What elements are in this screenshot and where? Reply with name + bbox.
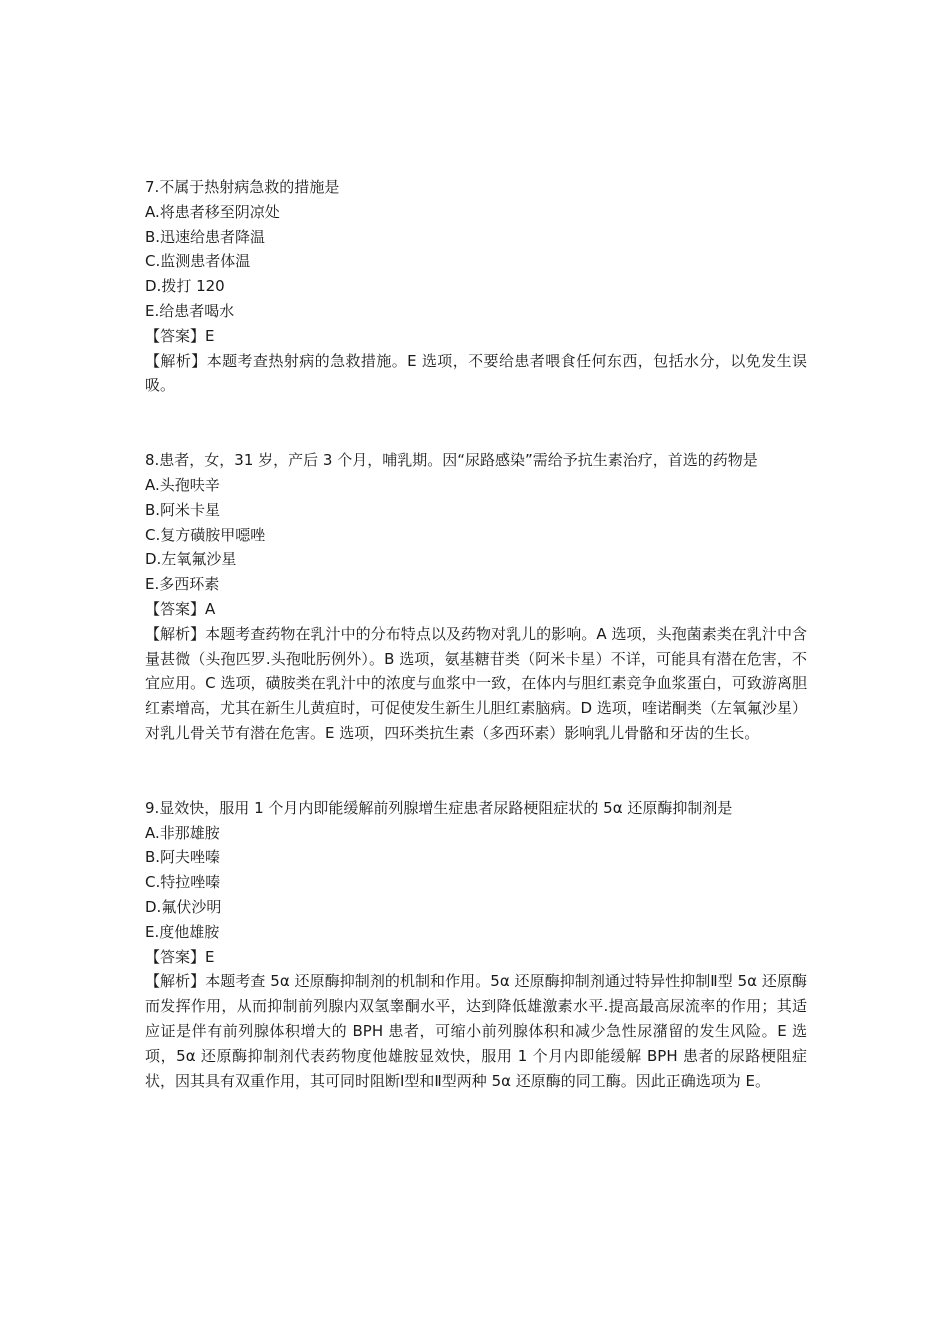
option-d: D.左氧氟沙星 <box>145 550 237 569</box>
option-e: E.度他雄胺 <box>145 922 220 941</box>
analysis: 【解析】本题考查药物在乳汁中的分布特点以及药物对乳儿的影响。A 选项，头孢菌素类在乳汁中含量甚微（头孢匹罗.头孢吡肟例外）。B 选项，氨基糖苷类（阿米卡星）不详，可能具有潜在危害，不宜应用。C 选项，磺胺类在乳汁中的浓度与血浆中一致，在体内与胆红素竞争血浆蛋白，可致游离胆红素增高，尤其在新生儿黄疸时，可促使发生新生儿胆红素脑病。D 选项，喹诺酮类（左氧氟沙星）对乳儿骨关节有潜在危害。E 选项，四环类抗生素（多西环素）影响乳儿骨骼和牙齿的生长。 <box>145 624 807 742</box>
question-9 <box>145 796 807 1094</box>
option-e: E.多西环素 <box>145 575 220 594</box>
question-list <box>145 175 807 1093</box>
answer: 【答案】E <box>145 326 215 345</box>
option-b: B.迅速给患者降温 <box>145 227 266 246</box>
question-stem: 7.不属于热射病急救的措施是 <box>145 178 340 196</box>
option-c: C.复方磺胺甲噁唑 <box>145 525 266 544</box>
question-stem: 9.显效快，服用 1 个月内即能缓解前列腺增生症患者尿路梗阻症状的 5α 还原酶抑制剂是 <box>145 798 733 817</box>
option-b: B.阿米卡星 <box>145 500 221 519</box>
analysis: 【解析】本题考查热射病的急救措施。E 选项，不要给患者喂食任何东西，包括水分，以免发生误吸。 <box>145 351 807 395</box>
option-a: A.头孢呋辛 <box>145 475 220 494</box>
option-d: D.氟伏沙明 <box>145 897 222 916</box>
question-8 <box>145 448 807 746</box>
option-a: A.将患者移至阴凉处 <box>145 202 280 221</box>
question-7 <box>145 175 807 398</box>
analysis: 【解析】本题考查 5α 还原酶抑制剂的机制和作用。5α 还原酶抑制剂通过特异性抑制Ⅱ型 5α 还原酶而发挥作用，从而抑制前列腺内双氢睾酮水平，达到降低雄激素水平.提高最高尿流率的作用；其适应证是伴有前列腺体积增大的 BPH 患者，可缩小前列腺体积和减少急性尿潴留的发生风险。E 选项，5α 还原酶抑制剂代表药物度他雄胺显效快，服用 1 个月内即能缓解 BPH 患者的尿路梗阻症状，因其具有双重作用，其可同时阻断Ⅰ型和Ⅱ型两种 5α 还原酶的同工酶。因此正确选项为 E。 <box>145 972 807 1090</box>
answer: 【答案】E <box>145 947 215 966</box>
option-a: A.非那雄胺 <box>145 823 220 842</box>
answer: 【答案】A <box>145 599 216 618</box>
question-stem: 8.患者，女，31 岁，产后 3 个月，哺乳期。因“尿路感染”需给予抗生素治疗，首选的药物是 <box>145 451 758 470</box>
option-e: E.给患者喝水 <box>145 301 235 320</box>
option-c: C.特拉唑嗪 <box>145 873 221 892</box>
option-d: D.拨打 120 <box>145 277 225 296</box>
option-c: C.监测患者体温 <box>145 252 251 271</box>
option-b: B.阿夫唑嗪 <box>145 848 221 867</box>
